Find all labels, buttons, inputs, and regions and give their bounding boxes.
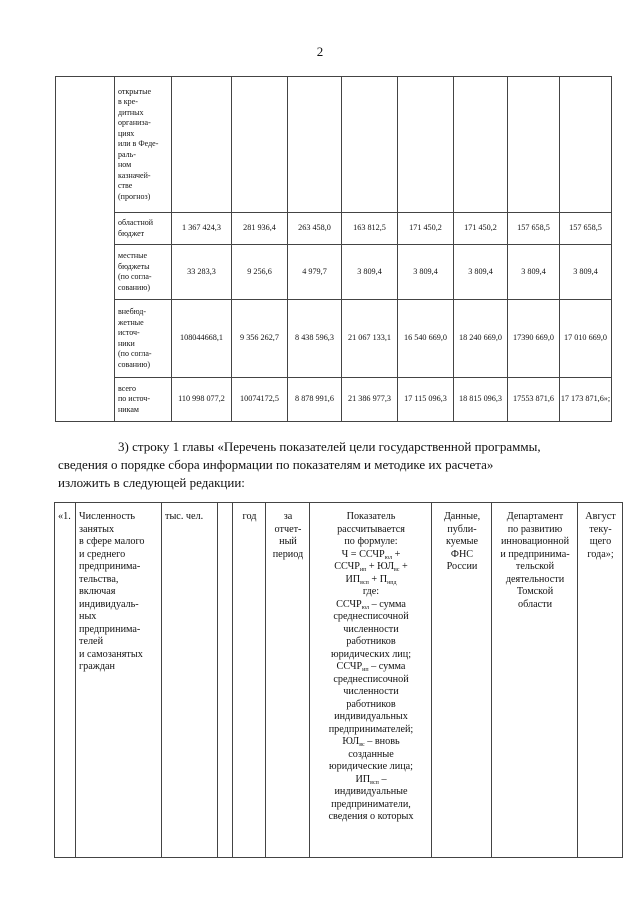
definition: $ССЧР_{юл}$ – сумма среднесписочной численности работников юридических лиц; [330, 598, 412, 660]
table-row [56, 245, 612, 300]
cell: 3 809,4 [398, 245, 454, 300]
definition: $ИП_{вcп}$ – индивидуальные предприниматели, сведения о которых [328, 773, 414, 822]
indicator-name: Численность занятых в сфере малого и среднего предпринима- тельства, включая индивидуаль- ных предпринима- телей и самозанятых граждан [76, 503, 162, 858]
empty-left-cell [56, 77, 115, 422]
page-number: 2 [316, 44, 324, 59]
table-row [56, 213, 612, 245]
indicator-table [54, 502, 623, 858]
cell: 18 240 669,0 [454, 300, 508, 378]
definition: $ССЧР_{ип}$ – сумма среднесписочной численности работников индивидуальных предпринимателей; [328, 661, 414, 735]
responsible-cell: Департамент по развитию инновационной и предпринима- тельской деятельности Томской области [492, 503, 578, 858]
period-type-cell: за отчет- ный период [266, 503, 310, 858]
paragraph-line: изложить в следующей редакции: [58, 475, 245, 490]
cell: 171 450,2 [454, 213, 508, 245]
formula-line: $ИП_{вcп} + П_{нпд}$ [345, 573, 397, 586]
cell: 157 658,5 [560, 213, 612, 245]
cell: 3 809,4 [508, 245, 560, 300]
paragraph-line: сведения о порядке сбора информации по показателям и методике их расчета» [58, 457, 494, 472]
unit-cell: тыс. чел. [162, 503, 218, 858]
table-row [56, 300, 612, 378]
periodicity-cell: год [233, 503, 266, 858]
cell: 108044668,1 [172, 300, 232, 378]
method-intro: Показатель рассчитывается по формуле: [337, 511, 405, 547]
cell: 1 367 424,3 [172, 213, 232, 245]
row-label: областной бюджет [115, 213, 172, 245]
deadline-cell: Август теку- щего года»; [578, 503, 623, 858]
cell: 17 010 669,0 [560, 300, 612, 378]
cell: 8 438 596,3 [288, 300, 342, 378]
cell: 263 458,0 [288, 213, 342, 245]
row-label: внебюд- жетные источ- ники (по согла- сованию) [115, 300, 172, 378]
cell: 9 256,6 [232, 245, 288, 300]
formula-line: $Ч = ССЧР_{юл}$ + [341, 548, 401, 561]
cell: 110 998 077,2 [172, 378, 232, 422]
cell: 4 979,7 [288, 245, 342, 300]
paragraph-line: 3) строку 1 главы «Перечень показателей цели государственной программы, [118, 439, 541, 454]
source-cell: Данные, публи- куемые ФНС России [432, 503, 492, 858]
finance-table [55, 76, 612, 422]
cell: 21 067 133,1 [342, 300, 398, 378]
cell: 18 815 096,3 [454, 378, 508, 422]
cell: 33 283,3 [172, 245, 232, 300]
cell: 3 809,4 [342, 245, 398, 300]
cell: 281 936,4 [232, 213, 288, 245]
cell: 17553 871,6 [508, 378, 560, 422]
row-label: местные бюджеты (по согла- сованию) [115, 245, 172, 300]
formula-line: $ССЧР_{ип} + ЮЛ_{вс}$ + [334, 561, 408, 573]
row-label-accounts: открытые в кре- дитных организа- циях или в Феде- раль- ном казначей- стве (прогноз) [115, 77, 172, 213]
cell: 157 658,5 [508, 213, 560, 245]
method-cell [310, 503, 432, 858]
cell: 163 812,5 [342, 213, 398, 245]
cell: 17390 669,0 [508, 300, 560, 378]
cell: 171 450,2 [398, 213, 454, 245]
cell: 17 115 096,3 [398, 378, 454, 422]
cell: 17 173 871,6»; [560, 378, 612, 422]
definition: $ЮЛ_{вс}$ – вновь созданные юридические лица; [328, 736, 414, 772]
table-row [56, 378, 612, 422]
cell: 3 809,4 [454, 245, 508, 300]
row-label: всего по источ- никам [115, 378, 172, 422]
row-number: «1. [55, 503, 76, 858]
cell: 10074172,5 [232, 378, 288, 422]
cell: 16 540 669,0 [398, 300, 454, 378]
cell: 9 356 262,7 [232, 300, 288, 378]
where-label: где: [362, 586, 380, 597]
cell: 3 809,4 [560, 245, 612, 300]
amendment-paragraph [58, 438, 593, 492]
cell: 8 878 991,6 [288, 378, 342, 422]
empty-cell [218, 503, 233, 858]
cell: 21 386 977,3 [342, 378, 398, 422]
